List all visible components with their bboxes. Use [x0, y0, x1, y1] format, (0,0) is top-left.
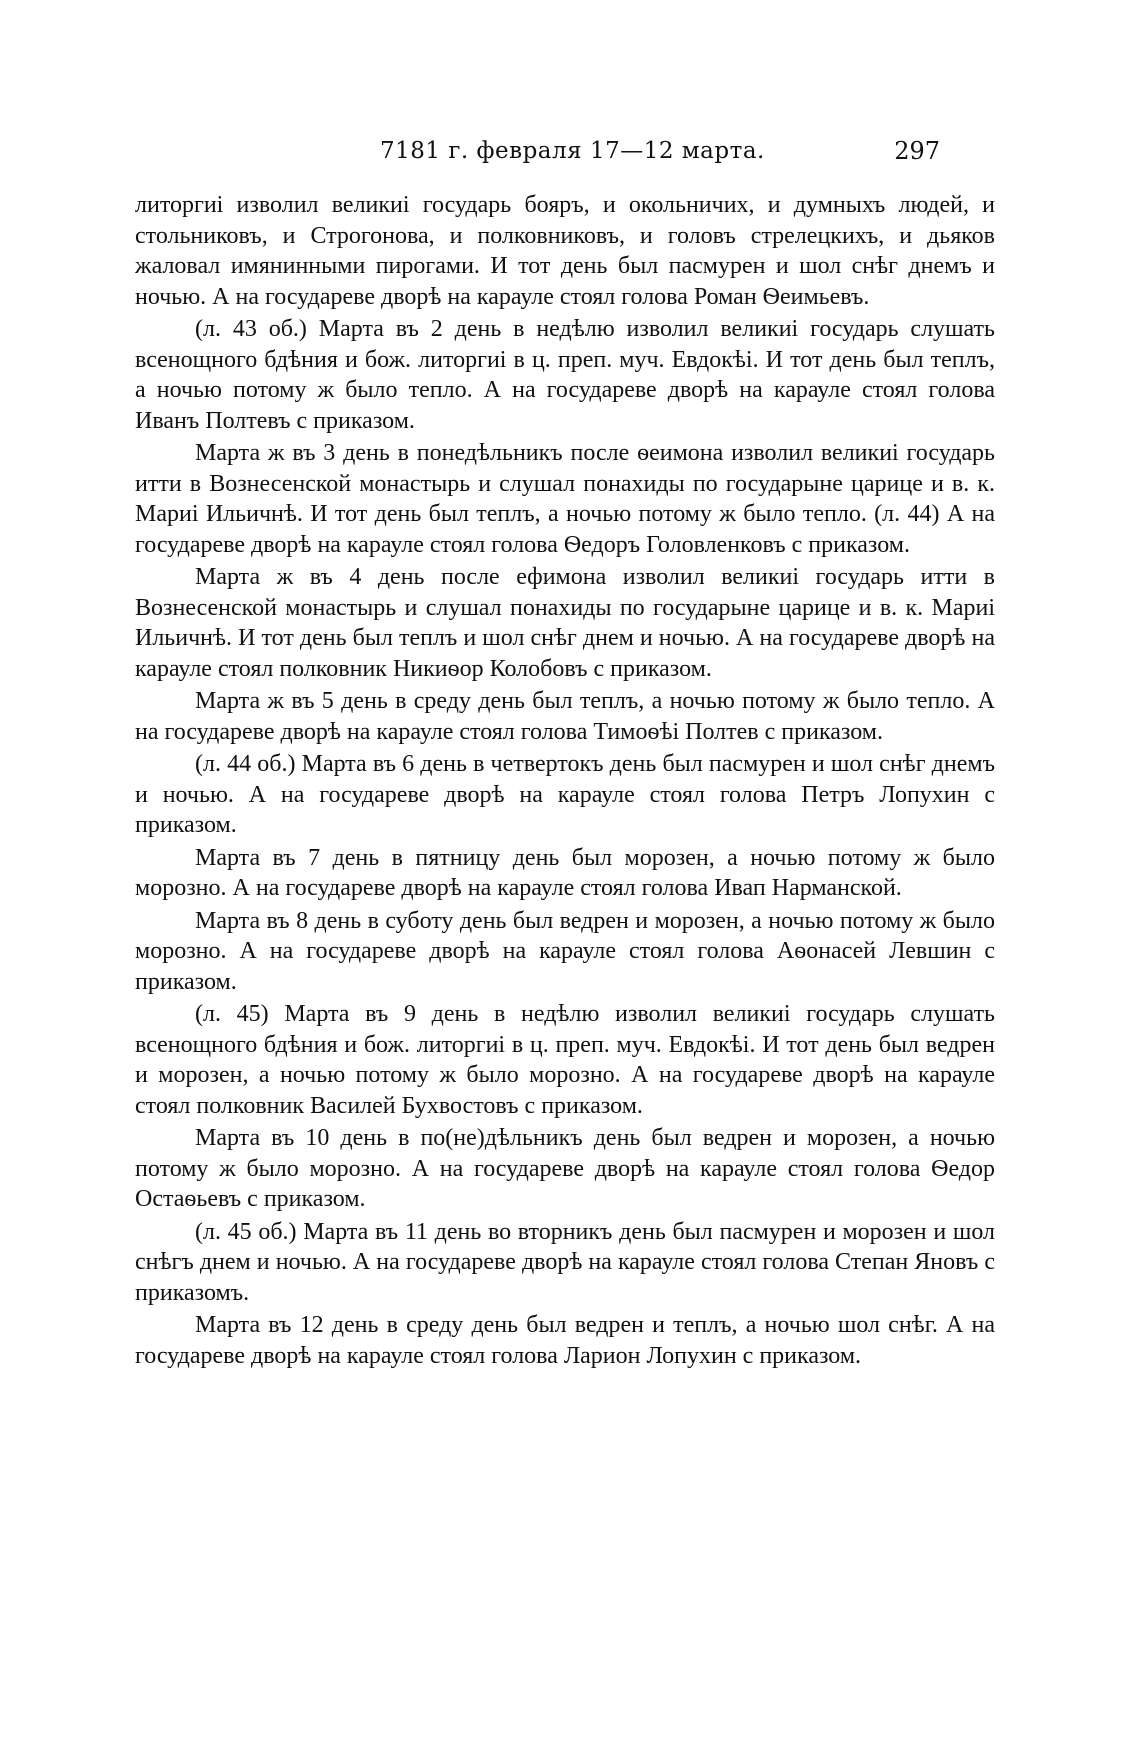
- paragraph: литоргиі изволил великиі государь бояръ, и окольничих, и думныхъ людей, и стольниковъ, и Строгонова, и полковниковъ, и головъ стрелецкихъ, и дьяков жаловал имянинными пирогами. И тот день был пасмурен и шол снѣг днемъ и ночью. А на государеве дворѣ на карауле стоял голова Роман Ѳеимьевъ.: [135, 192, 995, 310]
- paragraph: Марта ж въ 5 день в среду день был теплъ, а ночью потому ж было тепло. А на государеве дворѣ на карауле стоял голова Тимоѳѣі Полтев с приказом.: [135, 688, 995, 745]
- paragraph: Марта въ 7 день в пятницу день был морозен, а ночью потому ж было морозно. А на государеве дворѣ на карауле стоял голова Ивап Нарманской.: [135, 844, 995, 901]
- paragraph: Марта ж въ 3 день в понедѣльникъ после ѳеимона изволил великиі государь итти в Вознесенской монастырь и слушал понахиды по государыне царице и в. к. Мариі Ильичнѣ. И тот день был теплъ, а ночью потому ж было тепло. (л. 44) А на государеве дворѣ на карауле стоял голова Ѳедоръ Головленковъ с приказом.: [135, 440, 995, 558]
- paragraph: Марта въ 8 день в суботу день был ведрен и морозен, а ночью потому ж было морозно. А на государеве дворѣ на карауле стоял голова Аѳонасей Левшин с приказом.: [135, 907, 995, 995]
- running-header: [380, 133, 940, 169]
- page-number: 297: [894, 137, 940, 165]
- header-title: 7181 г. февраля 17—12 марта.: [380, 138, 765, 164]
- paragraph: (л. 45) Марта въ 9 день в недѣлю изволил великиі государь слушать всенощного бдѣния и бож. литоргиі в ц. преп. муч. Евдокѣі. И тот день был ведрен и морозен, а ночью потому ж было морозно. А на государеве дворѣ на карауле стоял полковник Василей Бухвостовъ с приказом.: [135, 1001, 995, 1119]
- paragraph: (л. 43 об.) Марта въ 2 день в недѣлю изволил великиі государь слушать всенощного бдѣния и бож. литоргиі в ц. преп. муч. Евдокѣі. И тот день был теплъ, а ночью потому ж было тепло. А на государеве дворѣ на карауле стоял голова Иванъ Полтевъ с приказом.: [135, 316, 995, 434]
- document-body: [135, 190, 995, 1373]
- paragraph: (л. 45 об.) Марта въ 11 день во вторникъ день был пасмурен и морозен и шол снѣгъ днем и ночью. А на государеве дворѣ на карауле стоял голова Степан Яновъ с приказомъ.: [135, 1218, 995, 1306]
- paragraph: Марта ж въ 4 день после ефимона изволил великиі государь итти в Вознесенской монастырь и слушал понахиды по государыне царице и в. к. Мариі Ильичнѣ. И тот день был теплъ и шол снѣг днем и ночью. А на государеве дворѣ на карауле стоял полковник Никиѳор Колобовъ с приказом.: [135, 564, 995, 682]
- paragraph: Марта въ 12 день в среду день был ведрен и теплъ, а ночью шол снѣг. А на государеве дворѣ на карауле стоял голова Ларион Лопухин с приказом.: [135, 1312, 995, 1369]
- paragraph: Марта въ 10 день в по(не)дѣльникъ день был ведрен и морозен, а ночью потому ж было морозно. А на государеве дворѣ на карауле стоял голова Ѳедор Остаѳьевъ с приказом.: [135, 1125, 995, 1212]
- paragraph: (л. 44 об.) Марта въ 6 день в четвертокъ день был пасмурен и шол снѣг днемъ и ночью. А на государеве дворѣ на карауле стоял голова Петръ Лопухин с приказом.: [135, 751, 995, 838]
